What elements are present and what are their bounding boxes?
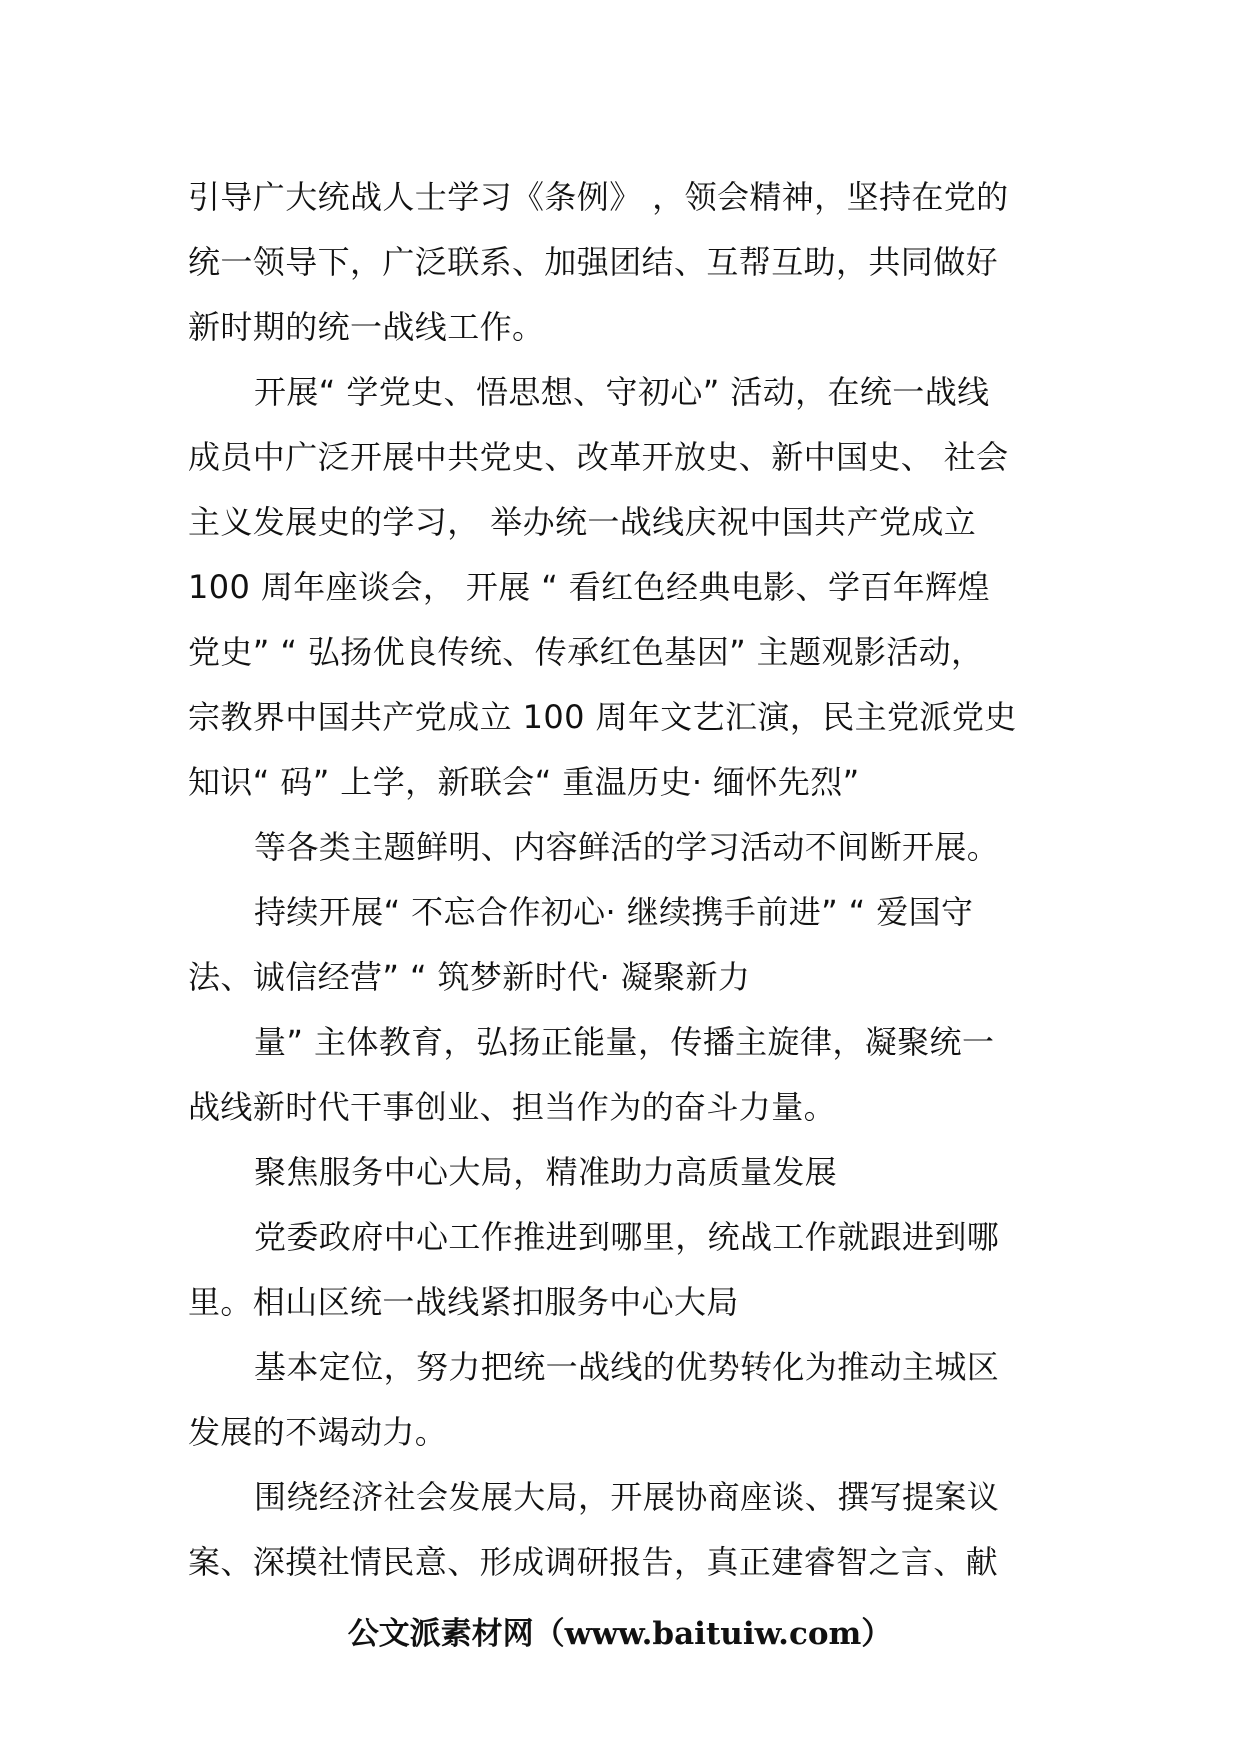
text-line-12: 持续开展“ 不忘合作初心· 继续携手前进” “ 爱国守 [254,893,974,931]
text-line-3: 新时期的统一战线工作。 [188,308,545,346]
text-line-15: 战线新时代干事创业、担当作为的奋斗力量。 [188,1088,837,1126]
text-line-21: 围绕经济社会发展大局，开展协商座谈、撰写提案议 [254,1478,1000,1516]
text-line-19: 基本定位，努力把统一战线的优势转化为推动主城区 [254,1348,1000,1386]
text-line-18: 里。相山区统一战线紧扣服务中心大局 [188,1283,739,1321]
text-line-20: 发展的不竭动力。 [188,1413,448,1451]
text-line-10: 知识“ 码” 上学，新联会“ 重温历史· 缅怀先烈” [188,763,860,801]
text-line-11: 等各类主题鲜明、内容鲜活的学习活动不间断开展。 [254,828,1000,866]
text-line-6: 主义发展史的学习， 举办统一战线庆祝中国共产党成立 [188,503,977,541]
text-line-2: 统一领导下，广泛联系、加强团结、互帮互助，共同做好 [188,243,999,281]
text-line-1: 引导广大统战人士学习《条例》 ，领会精神，坚持在党的 [188,178,1009,216]
section-heading: 聚焦服务中心大局，精准助力高质量发展 [254,1153,838,1191]
text-line-17: 党委政府中心工作推进到哪里，统战工作就跟进到哪 [254,1218,1000,1256]
document-body [188,165,1058,1595]
text-line-13: 法、诚信经营” “ 筑梦新时代· 凝聚新力 [188,958,751,996]
text-line-7: 100 周年座谈会， 开展 “ 看红色经典电影、学百年辉煌 [188,568,990,606]
footer-watermark: 公文派素材网（www.baituiw.com） [347,1616,893,1652]
text-line-9: 宗教界中国共产党成立 100 周年文艺汇演，民主党派党史 [188,698,1017,736]
text-line-14: 量” 主体教育，弘扬正能量，传播主旋律，凝聚统一 [254,1023,995,1061]
text-line-5: 成员中广泛开展中共党史、改革开放史、新中国史、 社会 [188,438,1009,476]
text-line-4: 开展“ 学党史、悟思想、守初心” 活动，在统一战线 [254,373,990,411]
text-line-8: 党史” “ 弘扬优良传统、传承红色基因” 主题观影活动， [188,633,984,671]
text-line-22: 案、深摸社情民意、形成调研报告，真正建睿智之言、献 [188,1543,999,1581]
